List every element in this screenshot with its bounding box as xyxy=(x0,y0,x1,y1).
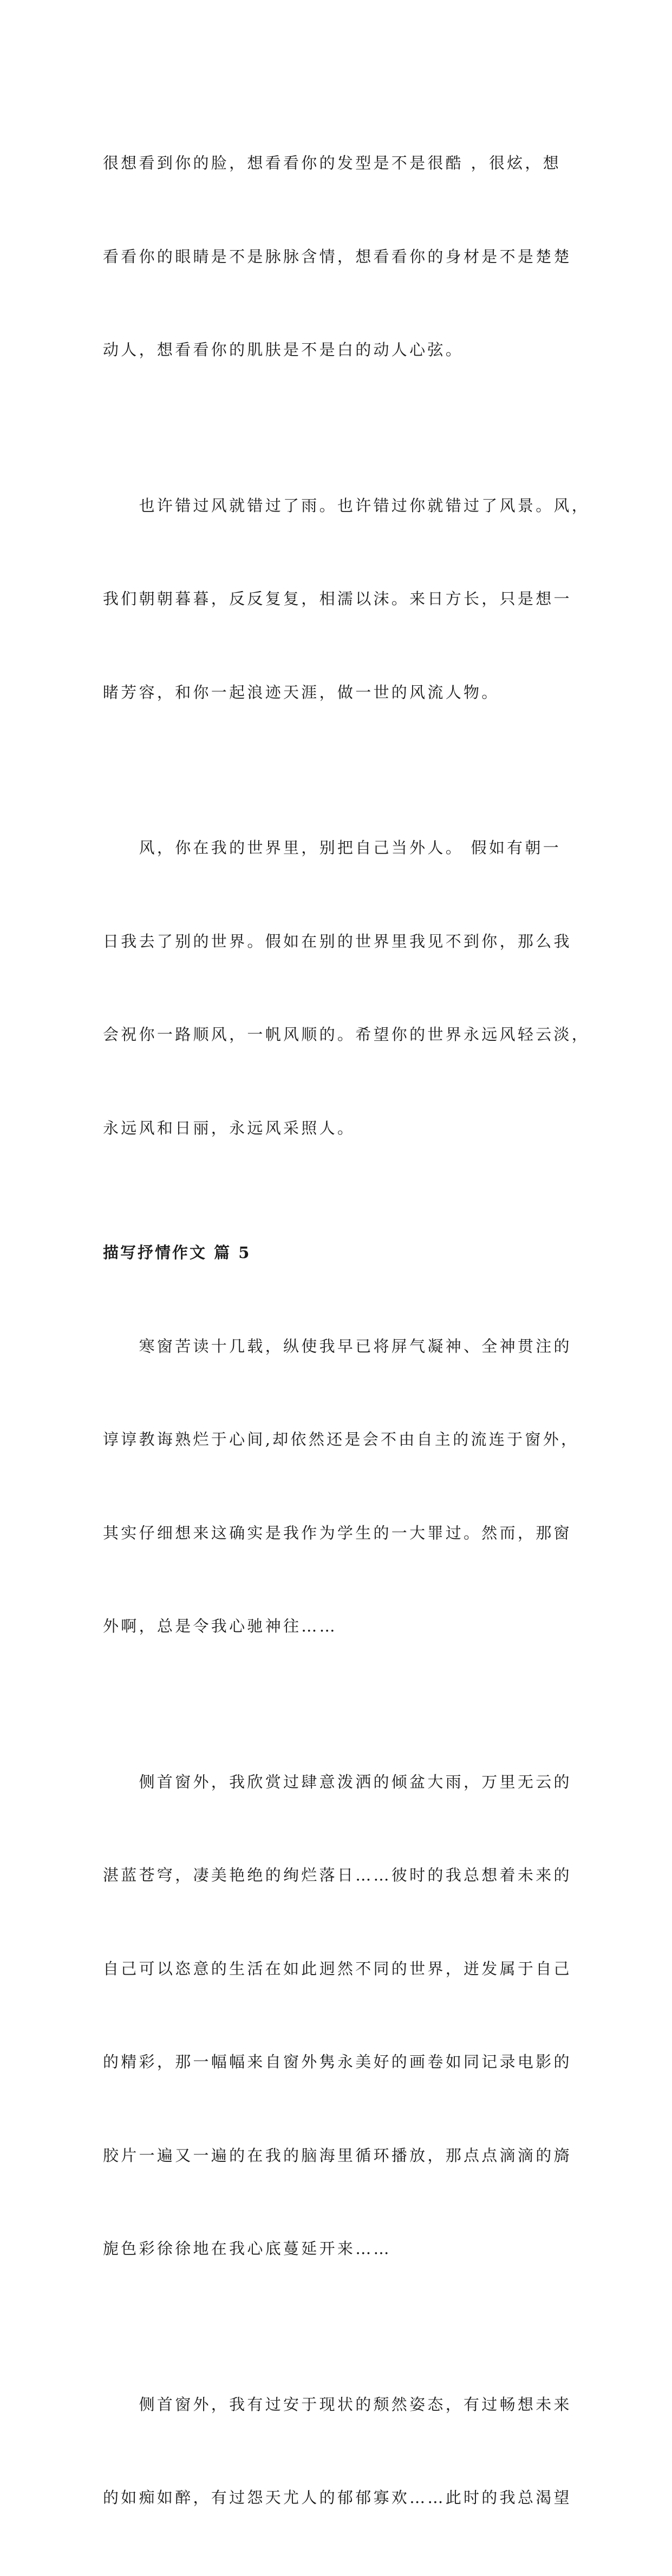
paragraph-6 xyxy=(103,2327,573,2576)
text-line: 看看你的眼睛是不是脉脉含情，想看看你的身材是不是楚楚 xyxy=(103,247,572,266)
text-line: 旎色彩徐徐地在我心底蔓延开来…… xyxy=(103,2239,392,2258)
paragraph-3 xyxy=(103,770,590,1206)
section-heading: 描写抒情作文 篇 5 xyxy=(103,1243,251,1262)
text-line: 很想看到你的脸，想看看你的发型是不是很酷 ，很炫，想 xyxy=(103,154,562,172)
text-line: 自己可以恣意的生活在如此迥然不同的世界，迸发属于自己 xyxy=(103,1959,572,1978)
text-line: 谆谆教诲熟烂于心间,却依然还是会不由自主的流连于窗外， xyxy=(103,1430,579,1448)
text-line: 风，你在我的世界里，别把自己当外人。 假如有朝一 xyxy=(103,838,562,857)
paragraph-1 xyxy=(103,86,573,428)
text-line: 也许错过风就错过了雨。也许错过你就错过了风景。风， xyxy=(103,496,590,515)
text-line: 会祝你一路顺风，一帆风顺的。希望你的世界永远风轻云淡， xyxy=(103,1025,590,1044)
text-line: 的如痴如醉，有过怨天尤人的郁郁寡欢……此时的我总渴望 xyxy=(103,2488,572,2507)
text-line: 湛蓝苍穹，凄美艳绝的绚烂落日……彼时的我总想着未来的 xyxy=(103,1866,572,1884)
text-line: 胶片一遍又一遍的在我的脑海里循环播放，那点点滴滴的旖 xyxy=(103,2146,572,2165)
text-line: 侧首窗外，我欣赏过肆意泼洒的倾盆大雨，万里无云的 xyxy=(103,1772,572,1791)
text-line: 我们朝朝暮暮，反反复复，相濡以沫。来日方长，只是想一 xyxy=(103,589,572,608)
section-gap xyxy=(103,1206,573,1237)
text-line: 日我去了别的世界。假如在别的世界里我见不到你，那么我 xyxy=(103,932,572,951)
text-line: 动人，想看看你的肌肤是不是白的动人心弦。 xyxy=(103,340,464,359)
paragraph-5 xyxy=(103,1705,573,2327)
paragraph-2 xyxy=(103,428,590,771)
text-line: 侧首窗外，我有过安于现状的颓然姿态，有过畅想未来 xyxy=(103,2395,572,2414)
text-line: 其实仔细想来这确实是我作为学生的一大罪过。然而，那窗 xyxy=(103,1523,572,1542)
text-line: 睹芳容，和你一起浪迹天涯，做一世的风流人物。 xyxy=(103,683,500,702)
paragraph-4 xyxy=(103,1269,579,1705)
text-line: 的精彩，那一幅幅来自窗外隽永美好的画卷如同记录电影的 xyxy=(103,2053,572,2071)
text-line: 外啊，总是令我心驰神往…… xyxy=(103,1617,337,1635)
document-body xyxy=(103,86,590,2576)
text-line: 永远风和日丽，永远风采照人。 xyxy=(103,1118,356,1137)
text-line: 寒窗苦读十几载，纵使我早已将屏气凝神、全神贯注的 xyxy=(103,1336,572,1355)
